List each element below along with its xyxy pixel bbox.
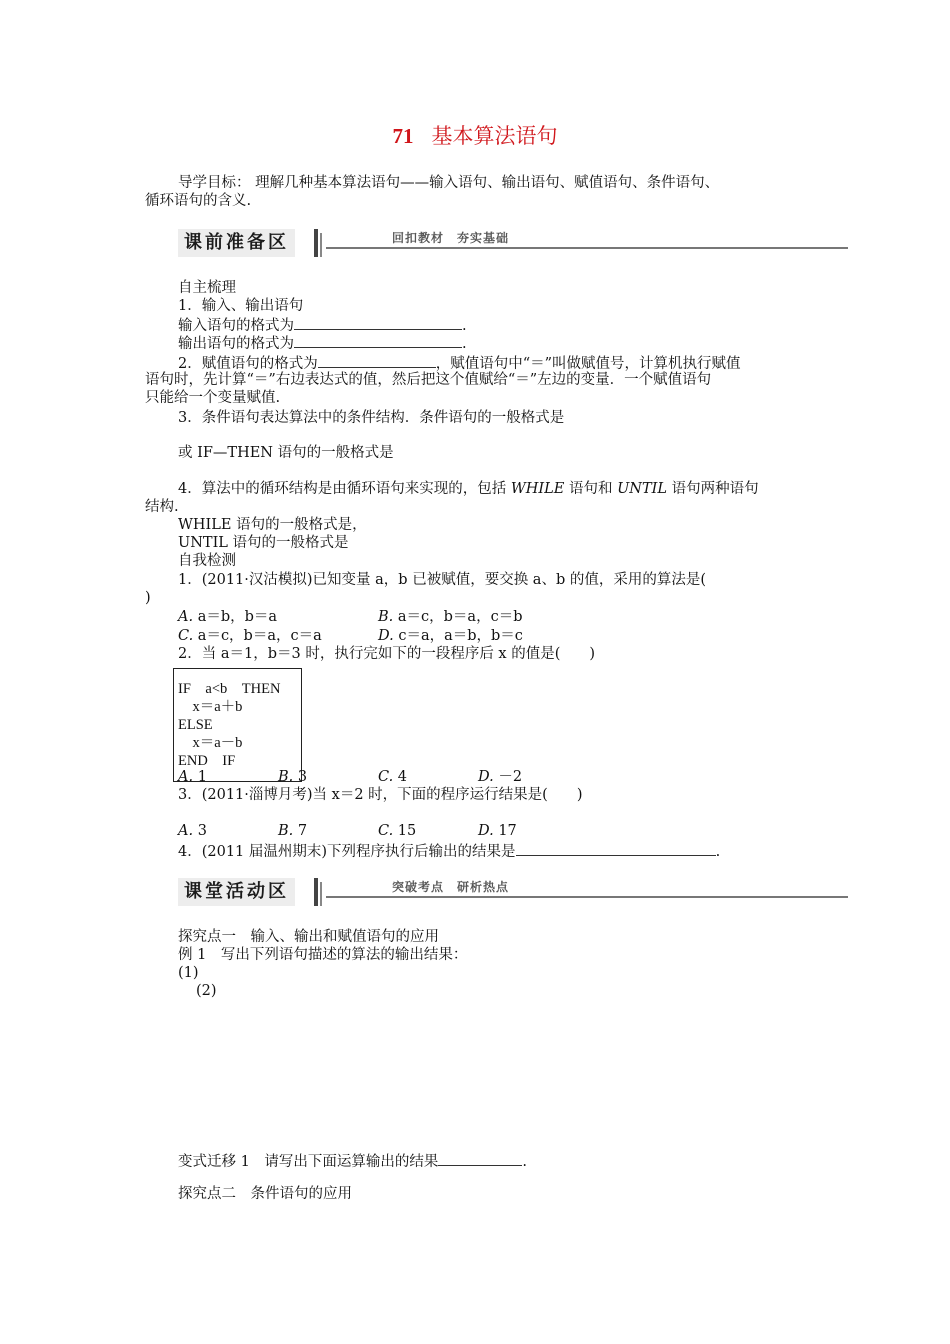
question-1-close: ) <box>145 590 151 606</box>
item-1: 1．输入、输出语句 <box>178 298 304 314</box>
code-line: ELSE <box>178 717 213 733</box>
code-line: END IF <box>178 753 236 769</box>
banner-tag: 课前准备区 <box>178 229 295 257</box>
section-banner-activity <box>178 878 848 908</box>
output-format-label: 输出语句的格式为 <box>178 336 294 352</box>
answer-blank[interactable] <box>294 333 462 348</box>
banner-rule <box>326 247 848 249</box>
code-line: x＝a＋b <box>178 699 243 715</box>
lesson-number: 71 <box>392 124 414 148</box>
section-banner-prep <box>178 229 848 259</box>
option-b[interactable]: B. 7 <box>278 823 308 839</box>
banner-divider <box>314 878 318 906</box>
output-format-line: 输出语句的格式为 . <box>178 333 467 353</box>
banner-divider <box>314 229 318 257</box>
item-4-line1: 4．算法中的循环结构是由循环语句来实现的，包括 WHILE 语句和 UNTIL 语句两种语句 <box>178 481 759 497</box>
learning-goal-line2: 循环语句的含义. <box>145 193 252 209</box>
option-d[interactable]: D. c＝a，a＝b，b＝c <box>378 628 523 644</box>
answer-blank[interactable] <box>294 315 462 330</box>
option-c[interactable]: C. 15 <box>378 823 417 839</box>
option-d[interactable]: D. －2 <box>478 769 523 785</box>
example-1: 例 1 写出下列语句描述的算法的输出结果： <box>178 947 468 963</box>
question-4: 4．(2011 届温州期末)下列程序执行后输出的结果是 . <box>178 841 720 861</box>
answer-blank[interactable] <box>438 1151 522 1166</box>
item-3: 3．条件语句表达算法中的条件结构．条件语句的一般格式是 <box>178 410 565 426</box>
code-line: IF a<b THEN <box>178 681 281 697</box>
explore-point-2: 探究点二 条件语句的应用 <box>178 1186 352 1202</box>
option-a[interactable]: A. a＝b，b＝a <box>178 609 278 625</box>
example-part-2: (2) <box>196 983 217 999</box>
option-c[interactable]: C. a＝c，b＝a，c＝a <box>178 628 322 644</box>
example-part-1: (1) <box>178 965 199 981</box>
answer-blank[interactable] <box>516 841 716 856</box>
explore-point-1: 探究点一 输入、输出和赋值语句的应用 <box>178 929 439 945</box>
banner-divider <box>320 233 322 257</box>
item-2-line2: 语句时，先计算“＝”右边表达式的值，然后把这个值赋给“＝”左边的变量．一个赋值语句 <box>145 372 712 388</box>
banner-subtitle: 回扣教材 夯实基础 <box>392 231 510 245</box>
banner-tag: 课堂活动区 <box>178 878 295 906</box>
item-3-ifthen: 或 IF—THEN 语句的一般格式是 <box>178 445 394 461</box>
option-d[interactable]: D. 17 <box>478 823 517 839</box>
item-4-line2: 结构. <box>145 499 179 515</box>
variant-exercise-1: 变式迁移 1 请写出下面运算输出的结果 . <box>178 1151 527 1171</box>
self-check-heading: 自我检测 <box>178 553 236 569</box>
banner-divider <box>320 882 322 906</box>
banner-rule <box>326 896 848 898</box>
input-format-label: 输入语句的格式为 <box>178 318 294 334</box>
question-2: 2．当 a＝1，b＝3 时，执行完如下的一段程序后 x 的值是( ) <box>178 646 596 662</box>
section-heading: 自主梳理 <box>178 280 236 296</box>
answer-blank[interactable] <box>318 353 436 368</box>
until-format: UNTIL 语句的一般格式是 <box>178 535 349 551</box>
option-c[interactable]: C. 4 <box>378 769 408 785</box>
while-format: WHILE 语句的一般格式是， <box>178 517 367 533</box>
lesson-title: 基本算法语句 <box>431 124 558 148</box>
page-title <box>0 122 950 150</box>
input-format-line: 输入语句的格式为 . <box>178 315 467 335</box>
option-a[interactable]: A. 3 <box>178 823 207 839</box>
code-line: x＝a－b <box>178 735 243 751</box>
item-2-line1: 2．赋值语句的格式为 ，赋值语句中“＝”叫做赋值号，计算机执行赋值 <box>178 353 741 373</box>
option-b[interactable]: B. a＝c，b＝a，c＝b <box>378 609 523 625</box>
option-a[interactable]: A. 1 <box>178 769 207 785</box>
option-b[interactable]: B. 3 <box>278 769 308 785</box>
item-2-line3: 只能给一个变量赋值. <box>145 390 281 406</box>
learning-goal-line1: 导学目标： 理解几种基本算法语句——输入语句、输出语句、赋值语句、条件语句、 <box>178 175 720 191</box>
question-1: 1．(2011·汉沽模拟)已知变量 a，b 已被赋值，要交换 a、b 的值，采用的算法是( <box>178 572 706 588</box>
banner-subtitle: 突破考点 研析热点 <box>392 880 510 894</box>
question-3: 3．(2011·淄博月考)当 x＝2 时，下面的程序运行结果是( ) <box>178 787 583 803</box>
